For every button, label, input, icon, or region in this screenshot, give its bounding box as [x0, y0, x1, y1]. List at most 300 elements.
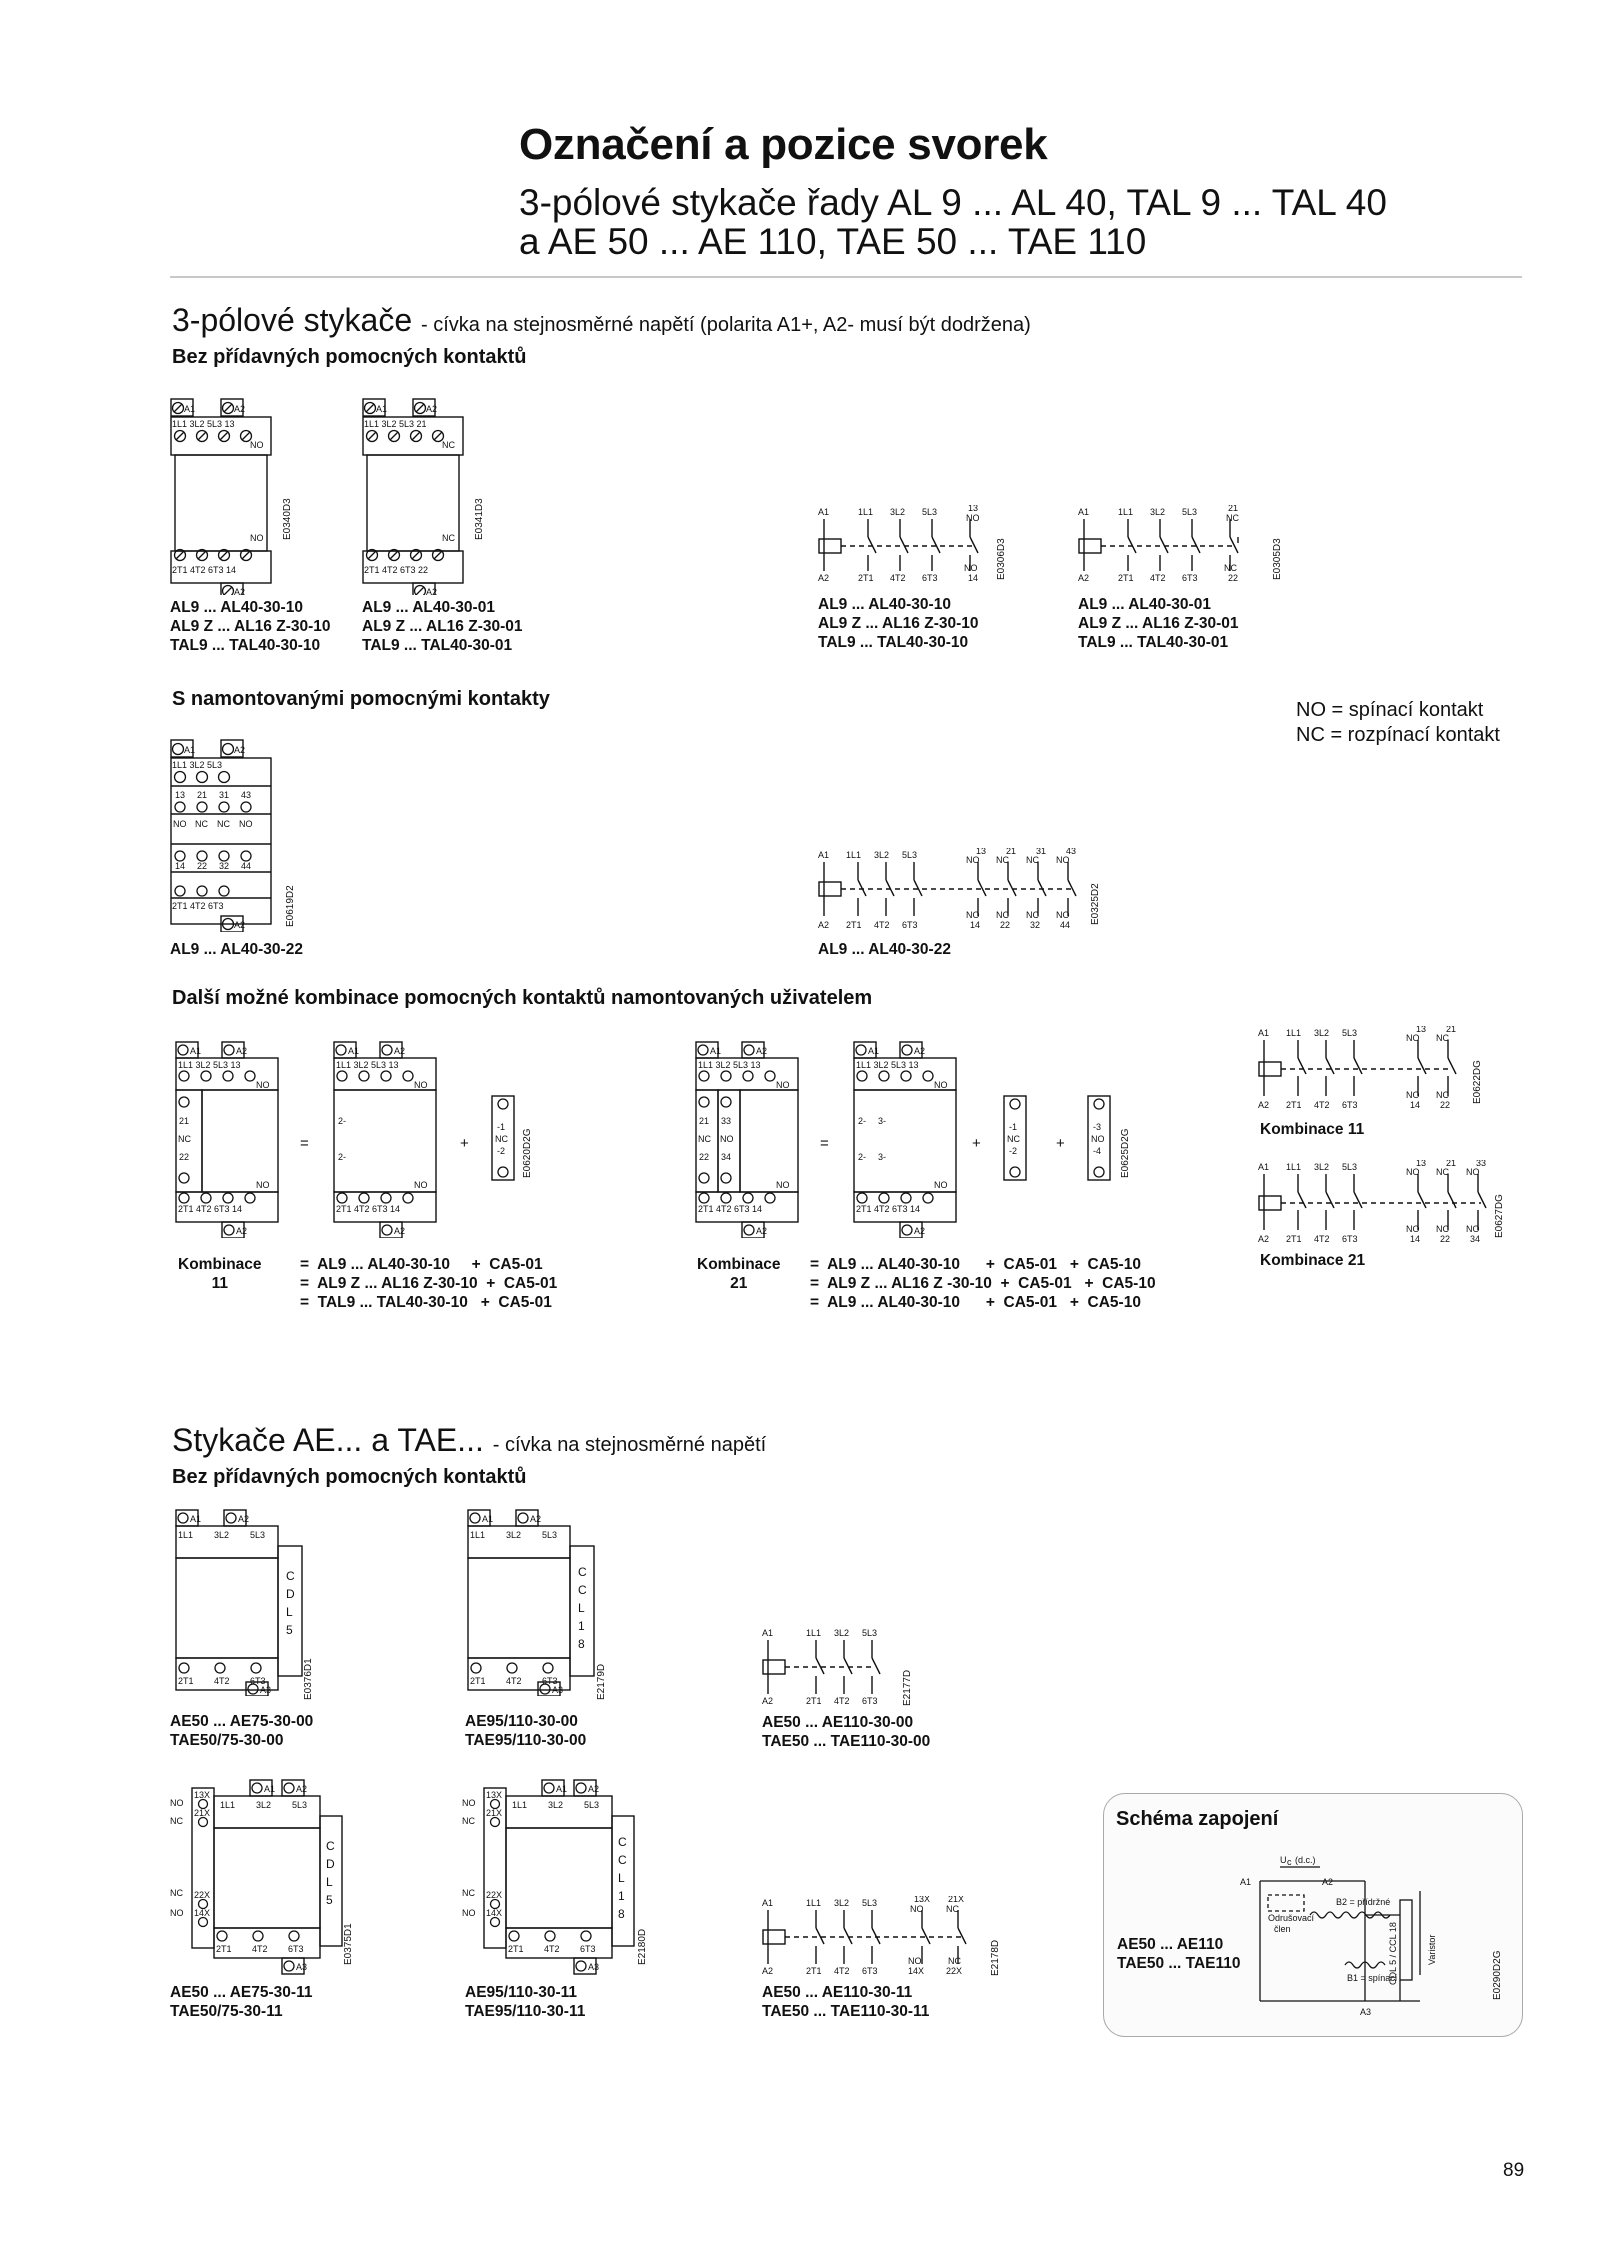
svg-text:=: =	[300, 1135, 309, 1152]
contactor-diagram-ae110-30-11	[462, 1776, 642, 1976]
svg-text:NC: NC	[1436, 1090, 1449, 1100]
svg-text:A1: A1	[190, 1514, 202, 1524]
caption-schematic-30-01: AL9 ... AL40-30-01 AL9 Z ... AL16 Z-30-01 TAL9 ... TAL40-30-01	[1078, 596, 1239, 651]
svg-text:4T2: 4T2	[506, 1676, 522, 1686]
svg-text:13X: 13X	[486, 1790, 503, 1800]
svg-text:A2: A2	[1258, 1234, 1270, 1244]
svg-text:21: 21	[197, 790, 208, 800]
section1-sub-user: Další možné kombinace pomocných kontaktů namontovaných uživatelem	[172, 987, 873, 1009]
svg-text:A2: A2	[236, 1226, 248, 1236]
svg-text:A3: A3	[260, 1685, 272, 1695]
svg-text:A1: A1	[1258, 1162, 1270, 1172]
caption-al-30-10: AL9 ... AL40-30-10 AL9 Z ... AL16 Z-30-10 TAL9 ... TAL40-30-10	[170, 599, 331, 654]
svg-text:5L3: 5L3	[902, 850, 918, 860]
svg-text:1L1 3L2 5L3 13: 1L1 3L2 5L3 13	[178, 1060, 241, 1070]
svg-text:-1: -1	[1009, 1122, 1018, 1132]
svg-text:A1: A1	[710, 1046, 722, 1056]
scheme-title: Schéma zapojení	[1116, 1808, 1279, 1830]
svg-text:A2: A2	[426, 587, 438, 595]
svg-text:5L3: 5L3	[584, 1800, 600, 1810]
svg-text:NO: NO	[1406, 1090, 1420, 1100]
svg-text:A2: A2	[234, 404, 246, 414]
svg-text:2-: 2-	[858, 1152, 867, 1162]
svg-text:NO: NO	[934, 1080, 948, 1090]
svg-text:NO: NO	[776, 1080, 790, 1090]
svg-text:2T1: 2T1	[806, 1966, 822, 1976]
svg-text:A2: A2	[234, 920, 246, 930]
diagram-code: E0305D3	[1272, 538, 1283, 580]
svg-text:1L1: 1L1	[806, 1898, 822, 1908]
svg-text:D: D	[326, 1857, 335, 1871]
svg-text:A2: A2	[1258, 1100, 1270, 1110]
svg-text:21: 21	[179, 1116, 190, 1126]
svg-text:13X: 13X	[194, 1790, 211, 1800]
svg-text:A2: A2	[394, 1226, 406, 1236]
diagram-code: E2177D	[902, 1669, 913, 1706]
svg-text:22X: 22X	[946, 1966, 963, 1976]
svg-text:22: 22	[699, 1152, 710, 1162]
svg-text:A1: A1	[762, 1628, 774, 1638]
svg-text:A2: A2	[756, 1046, 768, 1056]
svg-text:A2: A2	[236, 1046, 248, 1056]
svg-text:5L3: 5L3	[1342, 1028, 1358, 1038]
svg-text:NC: NC	[1026, 855, 1039, 865]
svg-text:A3: A3	[552, 1685, 564, 1695]
svg-text:1L1: 1L1	[220, 1800, 236, 1810]
svg-text:14: 14	[1410, 1100, 1421, 1110]
svg-text:NC: NC	[1226, 513, 1239, 523]
svg-text:31: 31	[1036, 848, 1047, 856]
svg-text:C: C	[326, 1839, 335, 1853]
svg-text:+: +	[972, 1135, 981, 1152]
svg-text:A2: A2	[530, 1514, 542, 1524]
svg-text:1L1: 1L1	[1286, 1162, 1302, 1172]
svg-text:A2: A2	[234, 745, 246, 755]
svg-text:4T2: 4T2	[890, 573, 906, 583]
svg-text:A1: A1	[818, 850, 830, 860]
page-subtitle-line2: a AE 50 ... AE 110, TAE 50 ... TAE 110	[519, 221, 1147, 262]
svg-text:1L1: 1L1	[1118, 507, 1134, 517]
svg-text:NO: NO	[239, 819, 253, 829]
svg-text:5L3: 5L3	[1182, 507, 1198, 517]
svg-text:1L1 3L2 5L3 13: 1L1 3L2 5L3 13	[698, 1060, 761, 1070]
section1-heading	[172, 302, 1031, 339]
svg-text:14X: 14X	[908, 1966, 925, 1976]
svg-text:1L1 3L2 5L3 13: 1L1 3L2 5L3 13	[856, 1060, 919, 1070]
svg-text:5: 5	[286, 1623, 293, 1637]
svg-text:A1: A1	[762, 1898, 774, 1908]
svg-text:2T1: 2T1	[470, 1676, 486, 1686]
svg-text:21: 21	[1228, 505, 1239, 513]
svg-text:A2: A2	[426, 404, 438, 414]
svg-text:c: c	[1287, 1857, 1292, 1867]
contactor-diagram-al-30-01	[362, 395, 482, 595]
svg-text:3L2: 3L2	[890, 507, 906, 517]
svg-text:NC: NC	[1436, 1033, 1449, 1043]
svg-text:34: 34	[721, 1152, 732, 1162]
diagram-code: E2180D	[637, 1928, 648, 1965]
svg-text:A1: A1	[264, 1784, 276, 1794]
svg-text:2T1: 2T1	[806, 1696, 822, 1706]
svg-text:22: 22	[1228, 573, 1239, 583]
svg-text:6T3: 6T3	[542, 1676, 558, 1686]
svg-text:NC: NC	[195, 819, 208, 829]
svg-text:U: U	[1280, 1855, 1287, 1865]
section1-heading-text: 3-pólové stykače	[172, 302, 413, 338]
svg-text:22X: 22X	[194, 1890, 211, 1900]
svg-text:6T3: 6T3	[1342, 1100, 1358, 1110]
contactor-diagram-ae75-30-11	[170, 1776, 350, 1976]
svg-text:32: 32	[1030, 920, 1041, 930]
svg-text:13: 13	[1416, 1160, 1427, 1168]
svg-text:31: 31	[219, 790, 230, 800]
svg-text:22: 22	[1000, 920, 1011, 930]
svg-text:2-: 2-	[338, 1116, 347, 1126]
svg-text:32: 32	[219, 861, 230, 871]
diagram-code: E0622DG	[1472, 1060, 1483, 1104]
svg-text:C: C	[618, 1853, 627, 1867]
svg-text:6T3: 6T3	[580, 1944, 596, 1954]
svg-text:A1: A1	[184, 745, 196, 755]
svg-text:+: +	[1056, 1135, 1065, 1152]
schematic-al-30-22	[818, 848, 1098, 930]
svg-text:A2: A2	[1322, 1877, 1334, 1887]
svg-text:NC: NC	[698, 1134, 711, 1144]
diagram-code: E0376D1	[303, 1658, 314, 1700]
svg-text:1L1: 1L1	[806, 1628, 822, 1638]
svg-text:NC: NC	[1007, 1134, 1020, 1144]
diagram-code: E0341D3	[474, 498, 485, 540]
svg-text:A2: A2	[914, 1046, 926, 1056]
svg-text:A1: A1	[348, 1046, 360, 1056]
svg-text:A1: A1	[482, 1514, 494, 1524]
svg-text:2-: 2-	[338, 1152, 347, 1162]
svg-text:D: D	[286, 1587, 295, 1601]
svg-text:14X: 14X	[194, 1908, 211, 1918]
svg-text:1L1: 1L1	[846, 850, 862, 860]
svg-text:NO: NO	[414, 1180, 428, 1190]
svg-text:4T2: 4T2	[874, 920, 890, 930]
svg-text:21X: 21X	[194, 1808, 211, 1818]
svg-text:2T1: 2T1	[1118, 573, 1134, 583]
svg-text:1: 1	[578, 1619, 585, 1633]
combination-11-diagram	[170, 1038, 570, 1238]
svg-text:NO: NO	[720, 1134, 734, 1144]
svg-text:6T3: 6T3	[1342, 1234, 1358, 1244]
svg-text:1L1: 1L1	[858, 507, 874, 517]
svg-text:A1: A1	[1078, 507, 1090, 517]
svg-text:A1: A1	[190, 1046, 202, 1056]
svg-text:C: C	[286, 1569, 295, 1583]
svg-text:22: 22	[179, 1152, 190, 1162]
svg-text:21X: 21X	[948, 1896, 965, 1904]
svg-text:2T1: 2T1	[858, 573, 874, 583]
caption-ae75-30-11: AE50 ... AE75-30-11 TAE50/75-30-11	[170, 1984, 313, 2020]
svg-text:5: 5	[326, 1893, 333, 1907]
svg-text:NO: NO	[414, 1080, 428, 1090]
svg-text:A1: A1	[184, 404, 196, 414]
legend-nc: NC = rozpínací kontakt	[1296, 724, 1500, 746]
svg-text:C: C	[618, 1835, 627, 1849]
section2-heading	[172, 1422, 766, 1459]
svg-text:2T1: 2T1	[178, 1676, 194, 1686]
svg-text:NO: NO	[1466, 1167, 1480, 1177]
svg-text:3L2: 3L2	[1150, 507, 1166, 517]
schematic-ae-30-11	[762, 1896, 1002, 1978]
svg-text:A2: A2	[588, 1784, 600, 1794]
svg-text:NO: NO	[256, 1080, 270, 1090]
svg-text:B1 = spínací: B1 = spínací	[1347, 1973, 1398, 1983]
page-number: 89	[1503, 2160, 1525, 2181]
svg-text:6T3: 6T3	[922, 573, 938, 583]
combo11-label: Kombinace 11	[178, 1256, 262, 1292]
svg-text:NO: NO	[170, 1908, 184, 1918]
svg-text:=: =	[820, 1135, 829, 1152]
svg-text:A1: A1	[376, 404, 388, 414]
svg-text:1: 1	[618, 1889, 625, 1903]
caption-ae110-30-00: AE95/110-30-00 TAE95/110-30-00	[465, 1713, 587, 1749]
caption-ae75-30-00: AE50 ... AE75-30-00 TAE50/75-30-00	[170, 1713, 314, 1749]
svg-text:3L2: 3L2	[214, 1530, 230, 1540]
svg-text:6T3: 6T3	[1182, 573, 1198, 583]
svg-text:A3: A3	[296, 1962, 308, 1972]
schematic-kombinace-21	[1258, 1160, 1498, 1244]
svg-text:NO: NO	[1091, 1134, 1105, 1144]
svg-text:(d.c.): (d.c.)	[1295, 1855, 1316, 1865]
svg-text:33: 33	[1476, 1160, 1487, 1168]
schematic-ae-30-00	[762, 1626, 922, 1706]
svg-text:NO: NO	[966, 910, 980, 920]
section2-heading-note: - cívka na stejnosměrné napětí	[492, 1434, 767, 1456]
svg-text:L: L	[618, 1871, 625, 1885]
contactor-diagram-ae75-30-00	[170, 1506, 310, 1696]
svg-text:A1: A1	[818, 507, 830, 517]
diagram-code: E0625D2G	[1120, 1128, 1131, 1178]
svg-text:NC: NC	[1436, 1224, 1449, 1234]
svg-text:NC: NC	[1026, 910, 1039, 920]
page-title: Označení a pozice svorek	[519, 120, 1048, 169]
svg-text:13X: 13X	[914, 1896, 931, 1904]
caption-schematic-30-10: AL9 ... AL40-30-10 AL9 Z ... AL16 Z-30-10 TAL9 ... TAL40-30-10	[818, 596, 979, 651]
svg-text:NC: NC	[217, 819, 230, 829]
svg-text:A1: A1	[868, 1046, 880, 1056]
svg-text:1L1 3L2 5L3 13: 1L1 3L2 5L3 13	[172, 419, 235, 429]
section2-sub-without: Bez přídavných pomocných kontaktů	[172, 1466, 527, 1488]
svg-text:5L3: 5L3	[292, 1800, 308, 1810]
diagram-code: E0627DG	[1494, 1194, 1505, 1238]
svg-text:3L2: 3L2	[548, 1800, 564, 1810]
diagram-code: E0340D3	[282, 498, 293, 540]
schematic-al-30-10	[818, 505, 1018, 585]
svg-text:-4: -4	[1093, 1146, 1102, 1156]
combo21-list: = AL9 ... AL40-30-10 + CA5-01 + CA5-10 = AL9 Z ... AL16 Z -30-10 + CA5-01 + CA5-10 = AL9 ... AL40-30-10 + CA5-01 + CA5-10	[810, 1256, 1156, 1311]
svg-text:B2 = přídržné: B2 = přídržné	[1336, 1897, 1391, 1907]
svg-text:A1: A1	[556, 1784, 568, 1794]
svg-text:NC: NC	[462, 1816, 475, 1826]
svg-text:A3: A3	[1360, 2007, 1372, 2017]
svg-text:-1: -1	[497, 1122, 506, 1132]
svg-text:Odrušovací: Odrušovací	[1268, 1913, 1315, 1923]
svg-text:A2: A2	[394, 1046, 406, 1056]
svg-text:4T2: 4T2	[214, 1676, 230, 1686]
combination-21-diagram	[690, 1038, 1130, 1238]
svg-text:5L3: 5L3	[542, 1530, 558, 1540]
svg-text:22: 22	[1440, 1234, 1451, 1244]
svg-text:2-: 2-	[858, 1116, 867, 1126]
svg-text:NO: NO	[462, 1798, 476, 1808]
header-divider	[170, 276, 1522, 278]
svg-text:NO: NO	[910, 1904, 924, 1914]
kombinace-21-caption: Kombinace 21	[1260, 1252, 1366, 1269]
kombinace-11-caption: Kombinace 11	[1260, 1121, 1365, 1138]
svg-text:1L1: 1L1	[1286, 1028, 1302, 1038]
svg-text:A2: A2	[762, 1966, 774, 1976]
wiring-scheme-diagram	[1240, 1855, 1480, 2025]
svg-text:6T3: 6T3	[250, 1676, 266, 1686]
svg-text:3L2: 3L2	[256, 1800, 272, 1810]
svg-text:22: 22	[1440, 1100, 1451, 1110]
svg-text:NO: NO	[966, 513, 980, 523]
svg-text:2T1: 2T1	[1286, 1234, 1302, 1244]
svg-text:NC: NC	[495, 1134, 508, 1144]
section1-heading-note: - cívka na stejnosměrné napětí (polarita A1+, A2- musí být dodržena)	[421, 314, 1031, 336]
svg-text:1L1 3L2 5L3 13: 1L1 3L2 5L3 13	[336, 1060, 399, 1070]
svg-text:A2: A2	[818, 573, 830, 583]
svg-text:21X: 21X	[486, 1808, 503, 1818]
svg-text:NO: NO	[250, 533, 264, 543]
svg-text:5L3: 5L3	[922, 507, 938, 517]
svg-text:13: 13	[1416, 1026, 1427, 1034]
svg-text:L: L	[578, 1601, 585, 1615]
svg-text:44: 44	[241, 861, 252, 871]
svg-text:NO: NO	[1406, 1167, 1420, 1177]
svg-text:NO: NO	[1056, 855, 1070, 865]
svg-text:5L3: 5L3	[250, 1530, 266, 1540]
diagram-code: E2178D	[990, 1939, 1001, 1976]
caption-ae-schematic-30-00: AE50 ... AE110-30-00 TAE50 ... TAE110-30-00	[762, 1714, 931, 1750]
diagram-code: E0306D3	[996, 538, 1007, 580]
diagram-code: E0619D2	[285, 885, 296, 927]
svg-text:A1: A1	[1258, 1028, 1270, 1038]
svg-text:1L1: 1L1	[470, 1530, 486, 1540]
svg-text:13: 13	[175, 790, 186, 800]
svg-text:4T2: 4T2	[834, 1966, 850, 1976]
svg-text:NC: NC	[996, 855, 1009, 865]
svg-text:14: 14	[1410, 1234, 1421, 1244]
svg-text:NO: NO	[1406, 1033, 1420, 1043]
svg-text:2T1 4T2 6T3 14: 2T1 4T2 6T3 14	[856, 1204, 921, 1214]
svg-text:2T1 4T2 6T3 14: 2T1 4T2 6T3 14	[172, 565, 237, 575]
svg-text:NO: NO	[173, 819, 187, 829]
section1-sub-without: Bez přídavných pomocných kontaktů	[172, 346, 527, 368]
svg-text:NO: NO	[776, 1180, 790, 1190]
svg-text:NC: NC	[948, 1956, 961, 1966]
svg-text:NO: NO	[462, 1908, 476, 1918]
svg-text:NO: NO	[966, 855, 980, 865]
svg-text:43: 43	[241, 790, 252, 800]
page-subtitle-line1: 3-pólové stykače řady AL 9 ... AL 40, TAL 9 ... TAL 40	[519, 182, 1387, 223]
diagram-code: E0620D2G	[522, 1128, 533, 1178]
svg-text:NO: NO	[1466, 1224, 1480, 1234]
svg-text:14: 14	[970, 920, 981, 930]
svg-text:A2: A2	[914, 1226, 926, 1236]
section2-heading-text: Stykače AE... a TAE...	[172, 1422, 484, 1458]
svg-text:L: L	[286, 1605, 293, 1619]
legend-no: NO = spínací kontakt	[1296, 699, 1484, 721]
svg-text:34: 34	[1470, 1234, 1481, 1244]
svg-text:21: 21	[1446, 1026, 1457, 1034]
svg-text:NO: NO	[964, 563, 978, 573]
svg-text:21: 21	[1446, 1160, 1457, 1168]
svg-text:44: 44	[1060, 920, 1071, 930]
svg-text:-3: -3	[1093, 1122, 1102, 1132]
svg-text:-2: -2	[1009, 1146, 1018, 1156]
svg-text:5L3: 5L3	[1342, 1162, 1358, 1172]
svg-text:33: 33	[721, 1116, 732, 1126]
svg-text:NC: NC	[1436, 1167, 1449, 1177]
svg-text:NO: NO	[1406, 1224, 1420, 1234]
caption-ae110-30-11: AE95/110-30-11 TAE95/110-30-11	[465, 1984, 586, 2020]
schematic-al-30-01	[1078, 505, 1278, 585]
svg-text:5L3: 5L3	[862, 1628, 878, 1638]
diagram-code: E0290D2G	[1492, 1950, 1503, 2000]
svg-text:3-: 3-	[878, 1116, 887, 1126]
diagram-code: E2179D	[596, 1663, 607, 1700]
caption-al-30-22-right: AL9 ... AL40-30-22	[818, 941, 951, 958]
svg-text:43: 43	[1066, 848, 1077, 856]
svg-text:3L2: 3L2	[1314, 1162, 1330, 1172]
caption-ae-schematic-30-11: AE50 ... AE110-30-11 TAE50 ... TAE110-30-11	[762, 1984, 930, 2020]
svg-text:NC: NC	[178, 1134, 191, 1144]
svg-text:3L2: 3L2	[834, 1628, 850, 1638]
svg-text:A2: A2	[1078, 573, 1090, 583]
svg-text:2T1: 2T1	[846, 920, 862, 930]
svg-text:NC: NC	[1224, 563, 1237, 573]
svg-text:člen: člen	[1274, 1924, 1291, 1934]
svg-text:3L2: 3L2	[506, 1530, 522, 1540]
svg-text:CDL 5 / CCL 18: CDL 5 / CCL 18	[1388, 1922, 1398, 1985]
combo11-list: = AL9 ... AL40-30-10 + CA5-01 = AL9 Z ... AL16 Z-30-10 + CA5-01 = TAL9 ... TAL40-30-10 + CA5-01	[300, 1256, 558, 1311]
contactor-diagram-al-30-10	[170, 395, 290, 595]
svg-text:14: 14	[968, 573, 979, 583]
svg-text:6T3: 6T3	[902, 920, 918, 930]
diagram-code: E0375D1	[343, 1923, 354, 1965]
svg-text:2T1 4T2 6T3 14: 2T1 4T2 6T3 14	[336, 1204, 401, 1214]
svg-text:L: L	[326, 1875, 333, 1889]
svg-text:A2: A2	[818, 920, 830, 930]
svg-text:21: 21	[1006, 848, 1017, 856]
svg-text:C: C	[578, 1565, 587, 1579]
svg-text:13: 13	[976, 848, 987, 856]
svg-text:6T3: 6T3	[862, 1696, 878, 1706]
svg-text:4T2: 4T2	[1150, 573, 1166, 583]
svg-text:A2: A2	[296, 1784, 308, 1794]
svg-text:2T1 4T2 6T3 14: 2T1 4T2 6T3 14	[698, 1204, 763, 1214]
svg-text:+: +	[460, 1135, 469, 1152]
svg-text:NC: NC	[442, 533, 455, 543]
svg-text:NC: NC	[946, 1904, 959, 1914]
svg-text:4T2: 4T2	[544, 1944, 560, 1954]
caption-al-30-01: AL9 ... AL40-30-01 AL9 Z ... AL16 Z-30-01 TAL9 ... TAL40-30-01	[362, 599, 523, 654]
contactor-diagram-al-30-22	[170, 736, 285, 932]
svg-text:5L3: 5L3	[862, 1898, 878, 1908]
svg-text:21: 21	[699, 1116, 710, 1126]
svg-text:2T1: 2T1	[508, 1944, 524, 1954]
svg-text:NO: NO	[170, 1798, 184, 1808]
svg-text:4T2: 4T2	[252, 1944, 268, 1954]
svg-text:A2: A2	[762, 1696, 774, 1706]
svg-text:6T3: 6T3	[288, 1944, 304, 1954]
